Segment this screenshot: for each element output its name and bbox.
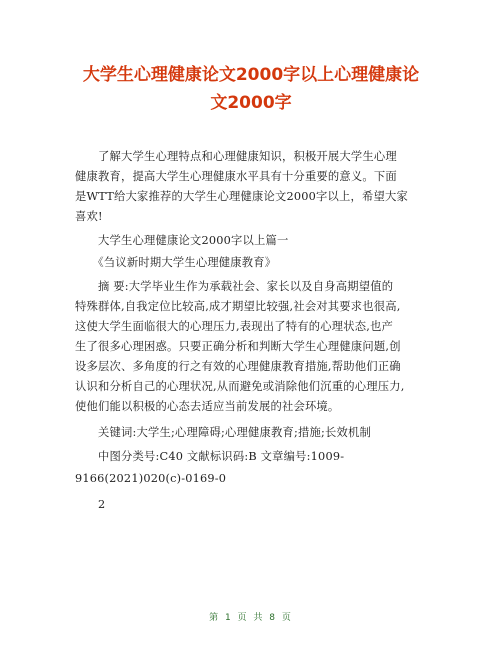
body-line: 喜欢! [75,210,103,223]
body-line: 关键词:大学生;心理障碍;心理健康教育;措施;长效机制 [75,426,371,439]
body-line: 《刍议新时期大学生心理健康教育》 [75,256,277,269]
body-line: 生了很多心理困惑。只要正确分析和判断大学生心理健康问题,创 [75,340,401,353]
body-line: 2 [75,498,106,511]
page-number-footer: 第 1 页 共 8 页 [209,613,293,623]
body-line: 了解大学生心理特点和心理健康知识，积极开展大学生心理 [75,150,397,163]
body-line: 大学生心理健康论文2000字以上篇一 [75,234,289,247]
body-line: 认识和分析自己的心理状况,从而避免或消除他们沉重的心理压力, [75,380,405,393]
body-line: 中图分类号:C40 文献标识码:B 文章编号:1009- [75,450,345,463]
document-title-line-1: 大学生心理健康论文2000字以上心理健康论 [82,65,420,85]
body-line: 健康教育，提高大学生心理健康水平具有十分重要的意义。下面 [75,170,397,183]
body-line: 摘 要:大学毕业生作为承载社会、家长以及自身高期望值的 [75,280,394,293]
body-line: 9166(2021)020(c)-0169-0 [75,472,227,485]
body-line: 使他们能以积极的心态去适应当前发展的社会环境。 [75,400,340,413]
body-line: 特殊群体,自我定位比较高,成才期望比较强,社会对其要求也很高, [75,300,401,313]
body-line: 这使大学生面临很大的心理压力,表现出了特有的心理状态,也产 [75,320,394,333]
body-line: 设多层次、多角度的行之有效的心理健康教育措施,帮助他们正确 [75,360,401,373]
document-title-line-2: 文2000字 [210,93,292,113]
body-line: 是WTT给大家推荐的大学生心理健康论文2000字以上，希望大家 [75,190,408,203]
